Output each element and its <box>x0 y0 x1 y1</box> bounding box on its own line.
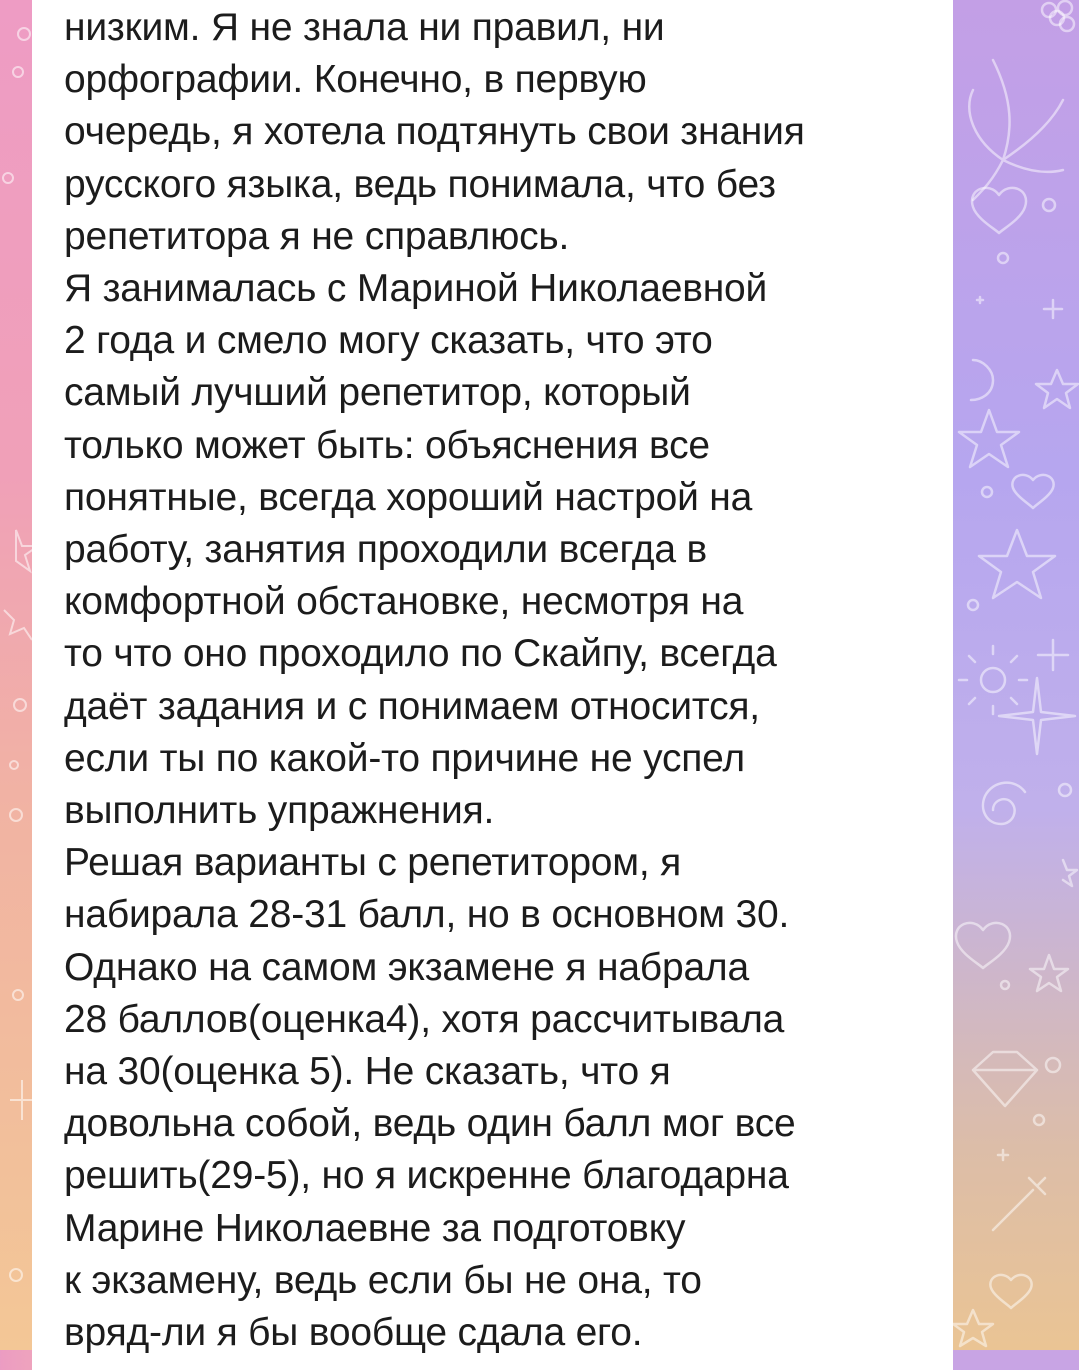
message-line: даёт задания и с понимаем относится, <box>64 684 760 728</box>
message-line: Решая варианты с репетитором, я <box>64 841 682 885</box>
message-line: Я занималась с Мариной Николаевной <box>64 267 768 311</box>
message-line: понятные, всегда хороший настрой на <box>64 475 753 519</box>
sparkle-icon <box>10 1080 32 1120</box>
bubble-dot-icon <box>13 990 23 1000</box>
sun-icon <box>959 646 1027 714</box>
bubble-dot-icon <box>10 761 18 769</box>
message-line: репетитора я не справлюсь. <box>64 214 570 258</box>
sparkle-icon <box>977 297 1062 318</box>
bubble-dot-icon <box>1034 1115 1044 1125</box>
wand-icon <box>1038 640 1068 670</box>
sparkle-icon <box>998 1150 1008 1160</box>
message-line: к экзамену, ведь если бы не она, то <box>64 1258 702 1302</box>
diamond-icon <box>973 1052 1037 1106</box>
leaf-icon <box>969 60 1063 200</box>
spiral-icon <box>971 360 993 400</box>
bubble-dot-icon <box>998 253 1008 263</box>
message-line: очередь, я хотела подтянуть свои знания <box>64 110 805 154</box>
star-icon <box>979 530 1055 598</box>
message-line: 2 года и смело могу сказать, что это <box>64 319 713 363</box>
bubble-dot-icon <box>18 28 30 40</box>
bubble-dot-icon <box>10 809 22 821</box>
bubble-dot-icon <box>1001 981 1009 989</box>
heart-icon <box>956 923 1010 968</box>
spiral-icon <box>983 783 1025 824</box>
bubble-dot-icon <box>1043 199 1055 211</box>
bubble-dot-icon <box>968 600 978 610</box>
bubble-dot-icon <box>3 173 13 183</box>
message-line: если ты по какой-то причине не успел <box>64 736 745 780</box>
bubble-dot-icon <box>14 699 26 711</box>
message-line: набирала 28-31 балл, но в основном 30. <box>64 893 790 937</box>
message-line: 28 баллов(оценка4), хотя рассчитывала <box>64 997 785 1041</box>
message-line: Однако на самом экзамене я набрала <box>64 945 749 989</box>
message-line: довольна собой, ведь один балл мог все <box>64 1102 796 1146</box>
message-line: орфографии. Конечно, в первую <box>64 58 647 102</box>
star-icon <box>1030 955 1068 991</box>
message-line: русского языка, ведь понимала, что без <box>64 162 776 206</box>
message-line: низким. Я не знала ни правил, ни <box>64 6 665 49</box>
bubble-dot-icon <box>1059 784 1071 796</box>
heart-icon <box>972 188 1026 233</box>
bubble-dot-icon <box>10 1269 22 1281</box>
message-line: решить(29-5), но я искренне благодарна <box>64 1154 789 1198</box>
message-line: комфортной обстановке, несмотря на <box>64 580 744 624</box>
star-icon <box>4 610 32 640</box>
message-line: на 30(оценка 5). Не сказать, что я <box>64 1050 671 1094</box>
heart-icon <box>990 1275 1031 1308</box>
heart-icon <box>1012 475 1053 508</box>
star-icon <box>953 1310 993 1346</box>
message-line: то что оно проходило по Скайпу, всегда <box>64 632 777 676</box>
star-icon <box>1063 860 1077 886</box>
star-icon <box>959 410 1019 467</box>
wand-icon <box>993 1178 1045 1230</box>
wallpaper-doodles-left <box>0 0 32 1350</box>
message-line: Марине Николаевне за подготовку <box>64 1206 686 1250</box>
message-line: выполнить упражнения. <box>64 789 495 833</box>
wallpaper-doodles-right <box>953 0 1079 1350</box>
star-icon <box>16 530 32 571</box>
bubble-dot-icon <box>13 67 23 77</box>
message-line: вряд-ли я бы вообще сдала его. <box>64 1311 643 1355</box>
message-line: только может быть: объяснения все <box>64 423 710 467</box>
bubble-dot-icon <box>1046 1058 1060 1072</box>
message-text[interactable] <box>64 2 934 1359</box>
flower-icon <box>1042 1 1074 31</box>
star-icon <box>1036 370 1078 408</box>
bubble-dot-icon <box>982 487 992 497</box>
message-line: самый лучший репетитор, который <box>64 371 691 415</box>
message-line: работу, занятия проходили всегда в <box>64 528 707 572</box>
sparkle-icon <box>999 678 1075 754</box>
